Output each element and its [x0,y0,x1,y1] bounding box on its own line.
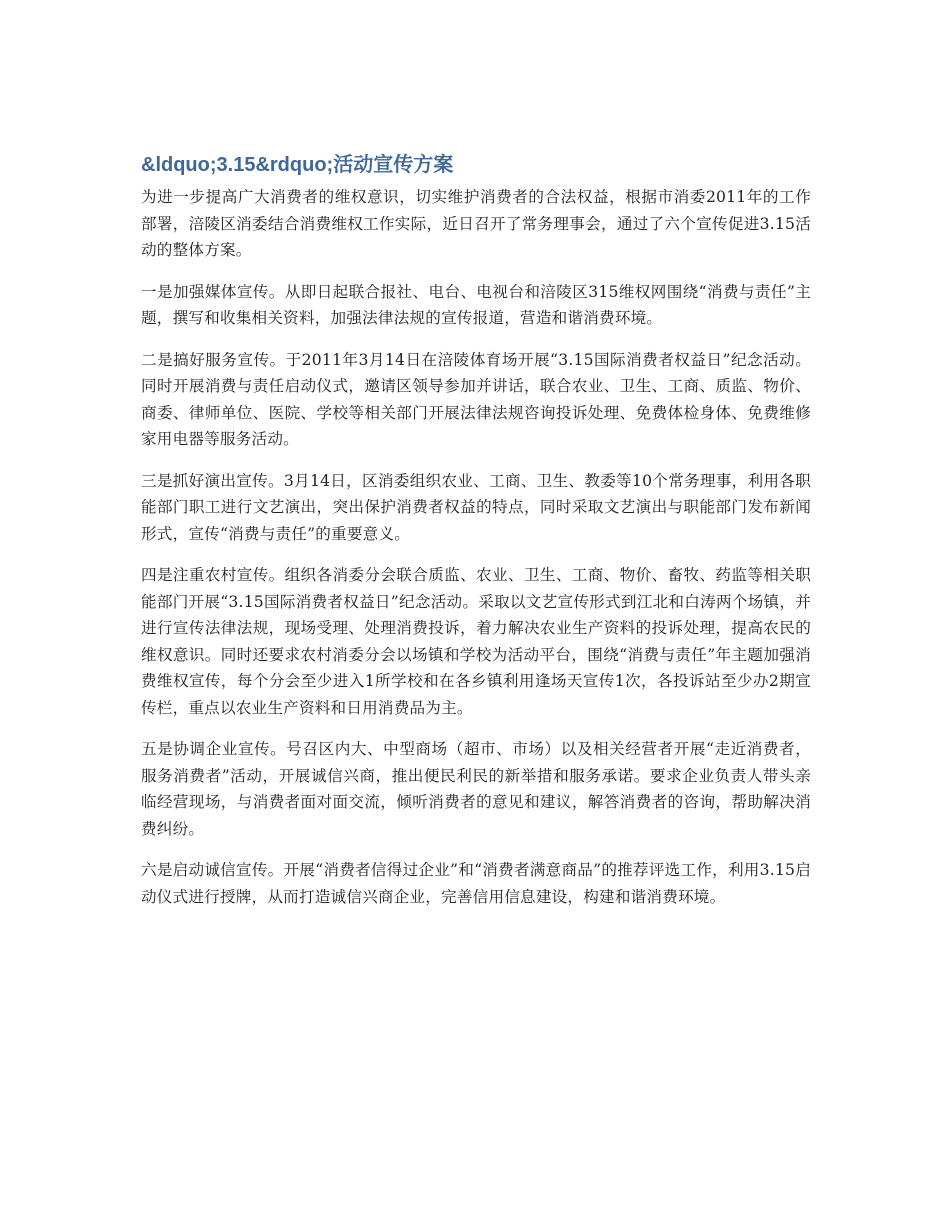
document-title: &ldquo;3.15&rdquo;活动宣传方案 [141,154,454,176]
paragraph-integrity-promotion: 六是启动诚信宣传。开展“消费者信得过企业”和“消费者满意商品”的推荐评选工作，利用3.15启动仪式进行授牌，从而打造诚信兴商企业，完善信用信息建设，构建和谐消费环境。 [141,861,811,906]
paragraph-service-promotion: 二是搞好服务宣传。于2011年3月14日在涪陵体育场开展“3.15国际消费者权益日”纪念活动。同时开展消费与责任启动仪式，邀请区领导参加并讲话，联合农业、卫生、工商、质监、物价、商委、律师单位、医院、学校等相关部门开展法律法规咨询投诉处理、免费体检身体、免费维修家用电器等服务活动。 [141,350,811,448]
document-page [141,152,811,925]
paragraph-performance-promotion: 三是抓好演出宣传。3月14日，区消委组织农业、工商、卫生、教委等10个常务理事，利用各职能部门职工进行文艺演出，突出保护消费者权益的特点，同时采取文艺演出与职能部门发布新闻形式，宣传“消费与责任”的重要意义。 [141,471,811,543]
paragraph-enterprise-promotion: 五是协调企业宣传。号召区内大、中型商场（超市、市场）以及相关经营者开展“走近消费者，服务消费者”活动，开展诚信兴商，推出便民利民的新举措和服务承诺。要求企业负责人带头亲临经营现场，与消费者面对面交流，倾听消费者的意见和建议，解答消费者的咨询，帮助解决消费纠纷。 [141,740,811,838]
paragraph-intro: 为进一步提高广大消费者的维权意识，切实维护消费者的合法权益，根据市消委2011年的工作部署，涪陵区消委结合消费维权工作实际，近日召开了常务理事会，通过了六个宣传促进3.15活动的整体方案。 [141,188,811,259]
paragraph-media-promotion: 一是加强媒体宣传。从即日起联合报社、电台、电视台和涪陵区315维权网围绕“消费与责任”主题，撰写和收集相关资料，加强法律法规的宣传报道，营造和谐消费环境。 [141,282,811,327]
paragraph-rural-promotion: 四是注重农村宣传。组织各消委分会联合质监、农业、卫生、工商、物价、畜牧、药监等相关职能部门开展“3.15国际消费者权益日”纪念活动。采取以文艺宣传形式到江北和白涛两个场镇，并进行宣传法律法规，现场受理、处理消费投诉，着力解决农业生产资料的投诉处理，提高农民的维权意识。同时还要求农村消委分会以场镇和学校为活动平台，围绕“消费与责任”年主题加强消费维权宣传，每个分会至少进入1所学校和在各乡镇利用逢场天宣传1次，各投诉站至少办2期宣传栏，重点以农业生产资料和日用消费品为主。 [141,566,811,717]
